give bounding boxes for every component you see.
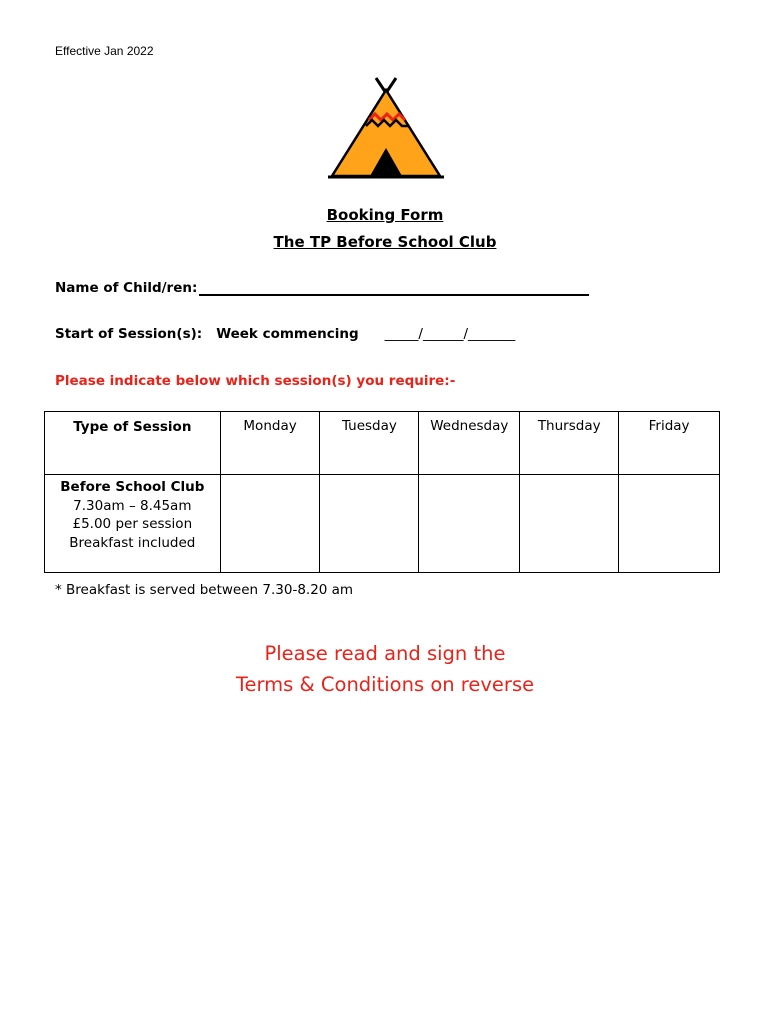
tuesday-cell[interactable] xyxy=(320,475,419,573)
session-instruction: Please indicate below which session(s) you require:- xyxy=(55,373,456,389)
friday-cell[interactable] xyxy=(619,475,720,573)
session-price: £5.00 per session xyxy=(72,516,193,532)
header-tuesday: Tuesday xyxy=(320,412,419,475)
header-type-of-session: Type of Session xyxy=(45,412,221,475)
tipi-logo xyxy=(326,74,446,182)
session-time: 7.30am – 8.45am xyxy=(73,497,192,514)
header-thursday: Thursday xyxy=(520,412,619,475)
header-monday: Monday xyxy=(220,412,320,475)
child-name-label: Name of Child/ren: xyxy=(55,280,198,296)
session-note: Breakfast included xyxy=(69,534,196,551)
start-session-label: Start of Session(s): xyxy=(55,326,203,342)
reverse-notice-line1: Please read and sign the xyxy=(264,642,506,665)
session-table xyxy=(44,411,720,573)
breakfast-footnote: * Breakfast is served between 7.30-8.20 am xyxy=(55,582,354,598)
start-session-row xyxy=(55,326,515,342)
table-header-row xyxy=(45,412,720,475)
header-wednesday: Wednesday xyxy=(419,412,520,475)
child-name-row xyxy=(55,280,589,296)
monday-cell[interactable] xyxy=(220,475,320,573)
effective-date: Effective Jan 2022 xyxy=(55,44,154,58)
session-name: Before School Club xyxy=(60,479,205,495)
table-row xyxy=(45,475,720,573)
header-friday: Friday xyxy=(619,412,720,475)
form-title: Booking Form xyxy=(326,206,444,224)
wednesday-cell[interactable] xyxy=(419,475,520,573)
session-description xyxy=(45,475,221,573)
week-commencing-date-field[interactable]: _____/______/_______ xyxy=(384,326,516,342)
club-title: The TP Before School Club xyxy=(273,233,497,251)
reverse-notice-line2: Terms & Conditions on reverse xyxy=(235,673,535,696)
child-name-field[interactable] xyxy=(199,280,589,296)
week-commencing-label: Week commencing xyxy=(216,326,359,342)
thursday-cell[interactable] xyxy=(520,475,619,573)
